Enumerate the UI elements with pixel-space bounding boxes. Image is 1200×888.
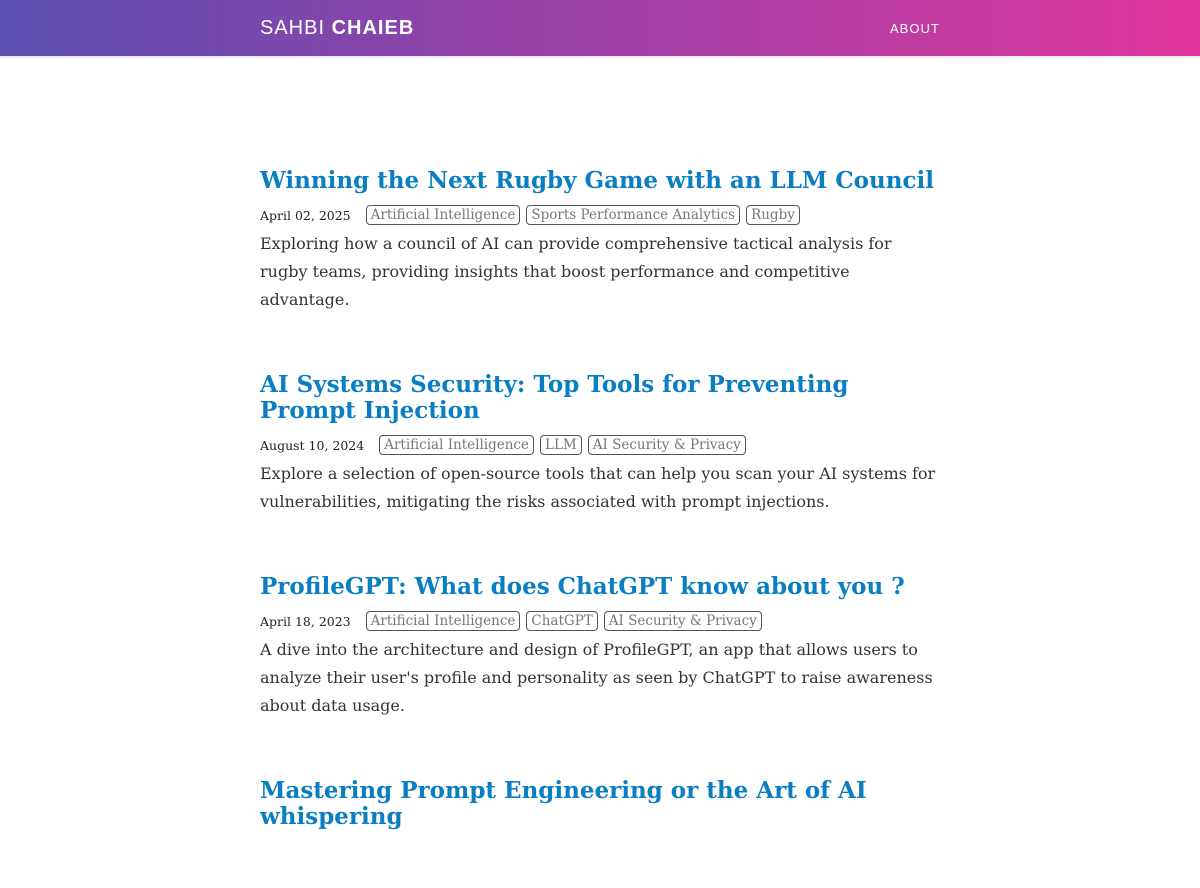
- site-header: [0, 0, 1200, 56]
- tag-ai-security-privacy[interactable]: AI Security & Privacy: [588, 435, 746, 455]
- post-excerpt: Explore a selection of open-source tools that can help you scan your AI systems for vulnerabilities, mitigating the risks associated with prompt injections.: [260, 464, 936, 511]
- post-date: April 02, 2025: [260, 207, 351, 223]
- tag-sports-performance-analytics[interactable]: Sports Performance Analytics: [526, 205, 740, 225]
- post-item: [260, 168, 940, 314]
- tag-artificial-intelligence[interactable]: Artificial Intelligence: [366, 611, 521, 631]
- tag-rugby[interactable]: Rugby: [746, 205, 800, 225]
- post-title-link[interactable]: Mastering Prompt Engineering or the Art of AI whispering: [260, 777, 867, 830]
- post-date: April 18, 2023: [260, 613, 351, 629]
- tag-ai-security-privacy[interactable]: AI Security & Privacy: [604, 611, 762, 631]
- tag-artificial-intelligence[interactable]: Artificial Intelligence: [366, 205, 521, 225]
- brand-last-name: CHAIEB: [331, 17, 415, 39]
- tag-chatgpt[interactable]: ChatGPT: [526, 611, 597, 631]
- post-title-link[interactable]: AI Systems Security: Top Tools for Preventing Prompt Injection: [260, 371, 849, 424]
- post-meta: [260, 203, 940, 227]
- nav-about-link[interactable]: ABOUT: [890, 21, 940, 36]
- tag-llm[interactable]: LLM: [540, 435, 582, 455]
- post-date: August 10, 2024: [260, 437, 365, 453]
- post-meta: [260, 609, 940, 633]
- post-list: [260, 168, 940, 888]
- post-meta: [260, 433, 940, 457]
- post-title-link[interactable]: Winning the Next Rugby Game with an LLM Council: [260, 167, 934, 194]
- post-excerpt: A dive into the architecture and design of ProfileGPT, an app that allows users to analyze their user's profile and personality as seen by ChatGPT to raise awareness about data usage.: [260, 640, 933, 715]
- tag-artificial-intelligence[interactable]: Artificial Intelligence: [379, 435, 534, 455]
- post-title-link[interactable]: ProfileGPT: What does ChatGPT know about you ?: [260, 573, 905, 600]
- post-excerpt: Exploring how a council of AI can provide comprehensive tactical analysis for rugby teams, providing insights that boost performance and competitive advantage.: [260, 234, 892, 309]
- post-item: [260, 372, 940, 516]
- site-brand-link[interactable]: [260, 15, 414, 41]
- post-item: [260, 778, 940, 830]
- brand-first-name: SAHBI: [260, 17, 326, 39]
- post-item: [260, 574, 940, 720]
